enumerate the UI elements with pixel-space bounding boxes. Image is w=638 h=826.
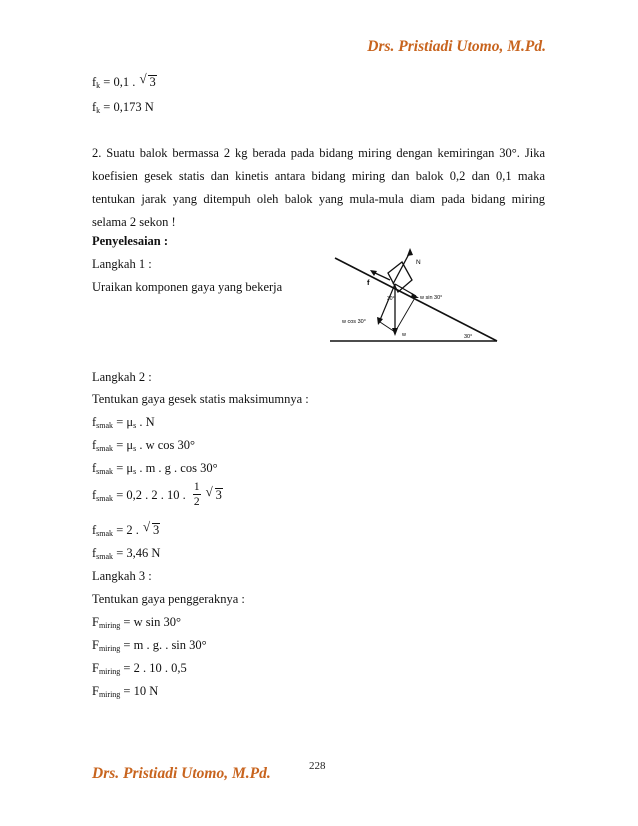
label-angle-small: 30°: [387, 296, 395, 302]
label-wcos: w cos 30°: [342, 319, 366, 325]
label-angle-base: 30°: [464, 334, 473, 340]
solution-label: Penyelesaian :: [92, 234, 169, 248]
header-author: Drs. Pristiadi Utomo, M.Pd.: [367, 38, 546, 55]
problem-statement: 2. Suatu balok bermassa 2 kg berada pada bidang miring dengan kemiringan 30°. Jika koefisien gesek statis dan kinetis antara bidang miring dan balok 0,2 dan 0,1 maka tentukan jarak yang ditempuh oleh balok yang mula-mula diam pada bidang miring selama 2 sekon !: [92, 146, 545, 229]
fsmak-line-1: $f_{smak} = \mu_s$ . N: [92, 415, 155, 430]
inclined-plane-diagram: [330, 240, 505, 350]
footer-author: Drs. Pristiadi Utomo, M.Pd.: [92, 765, 271, 782]
sqrt-symbol: √ 3: [139, 71, 156, 89]
fraction: $\frac{1}{2}$: [193, 480, 200, 508]
normal-arrow-head: [407, 248, 413, 256]
step1-title: Langkah 1 :: [92, 257, 152, 271]
step2-title: Langkah 2 :: [92, 370, 152, 384]
fmiring-line-3: $F_{miring} = 2$ . 10 . 0,5: [92, 661, 187, 676]
label-N: N: [416, 259, 421, 266]
label-wsin: w sin 30°: [420, 295, 443, 301]
step3-title: Langkah 3 :: [92, 569, 152, 583]
fmiring-line-4: $F_{miring} = 10$ N: [92, 684, 159, 699]
incline-line: [335, 258, 497, 341]
fsmak-line-2: $f_{smak} = \mu_s$ . w cos 30°: [92, 438, 196, 453]
fsmak-line-6: $f_{smak} = 3,46$ N: [92, 546, 161, 561]
step1-desc: Uraikan komponen gaya yang bekerja: [92, 280, 283, 294]
step2-desc: Tentukan gaya gesek statis maksimumnya :: [92, 392, 309, 406]
fsmak-line-5: $f_{smak} = 2$ . √ 3: [92, 519, 160, 538]
fsmak-line-3: $f_{smak} = \mu_s$ . m . g . cos 30°: [92, 461, 218, 476]
fmiring-line-2: $F_{miring} = m$ . g. . sin 30°: [92, 638, 207, 653]
fmiring-line-1: $F_{miring} = w$ sin 30°: [92, 615, 181, 630]
label-f: f: [367, 278, 370, 287]
result-line-2: $f_k = 0,173$ N: [92, 100, 154, 115]
step3-desc: Tentukan gaya penggeraknya :: [92, 592, 245, 606]
sqrt-symbol: √ 3: [143, 519, 160, 537]
label-w: w: [402, 332, 406, 338]
page-number: 228: [309, 760, 326, 772]
fsmak-line-4: $f_{smak} = 0,2$ . 2 . 10 . $\frac{1}{2}$ √ 3: [92, 480, 223, 511]
sqrt-symbol: √ 3: [205, 484, 222, 502]
result-line-1: $f_k = 0,1$ . √ 3: [92, 71, 156, 90]
